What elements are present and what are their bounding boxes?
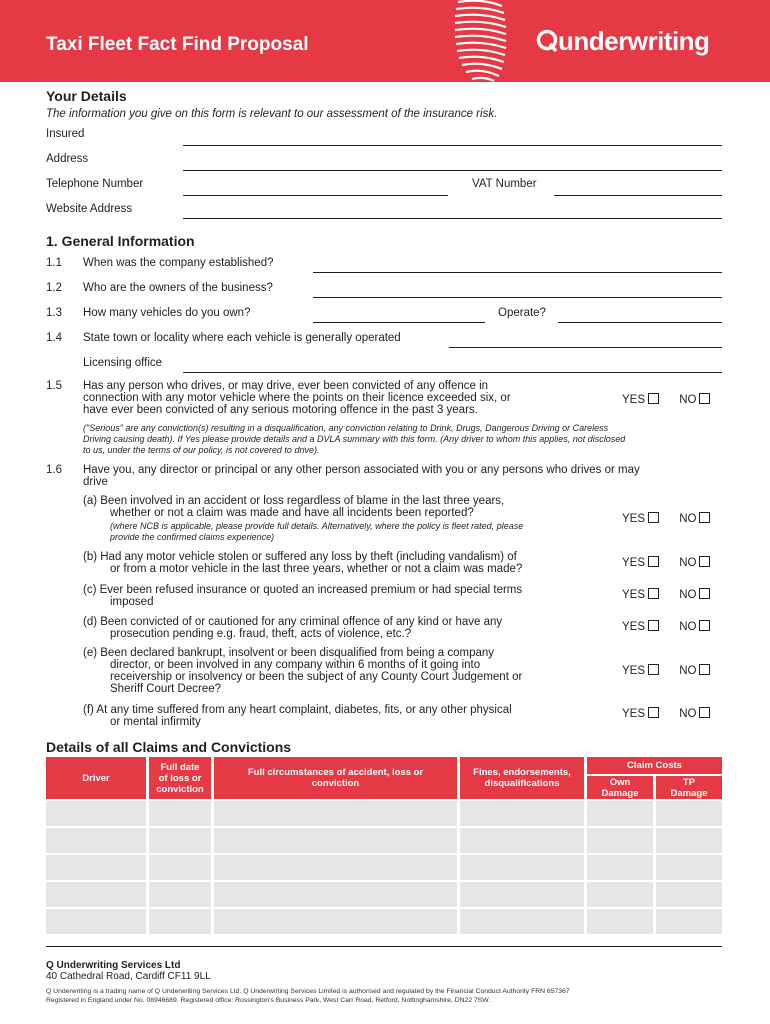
q1-1-text: When was the company established? xyxy=(83,257,274,269)
q1-6b-line2: or from a motor vehicle in the last three years, whether or not a claim was made? xyxy=(110,563,523,575)
q1-6c-yes-checkbox[interactable] xyxy=(648,588,659,599)
table-cell[interactable] xyxy=(46,909,146,934)
table-cell[interactable] xyxy=(587,855,653,880)
q1-6b-line1: (b) Had any motor vehicle stolen or suffered any loss by theft (including vandalism) of xyxy=(83,551,517,563)
your-details-heading: Your Details xyxy=(46,88,127,104)
table-cell[interactable] xyxy=(46,882,146,907)
table-cell[interactable] xyxy=(460,801,584,826)
yes-label: YES xyxy=(622,557,646,569)
q1-3-operate-label: Operate? xyxy=(498,307,546,319)
q1-6b-yes-checkbox[interactable] xyxy=(648,556,659,567)
col-own-damage xyxy=(587,776,653,799)
table-cell[interactable] xyxy=(587,828,653,853)
q1-6-line2: drive xyxy=(83,476,108,488)
q1-6e-line2: director, or been involved in any company within 6 months of it going into xyxy=(110,659,481,671)
table-cell[interactable] xyxy=(214,801,457,826)
q1-6e-yes-checkbox[interactable] xyxy=(648,664,659,675)
q1-6f-no-checkbox[interactable] xyxy=(699,707,710,718)
q1-2-field[interactable] xyxy=(313,297,722,298)
q1-3-number: 1.3 xyxy=(46,307,62,319)
yes-label: YES xyxy=(622,589,646,601)
q1-5-note-line3: to us, under the terms of our policy, is not covered to drive). xyxy=(83,445,320,455)
q1-6d-line2: prosecution pending e.g. fraud, theft, acts of violence, etc.? xyxy=(110,628,412,640)
q1-6d-yes-checkbox[interactable] xyxy=(648,620,659,631)
form-title: Taxi Fleet Fact Find Proposal xyxy=(46,34,309,55)
q1-4-number: 1.4 xyxy=(46,332,62,344)
col-tp-line1: TP xyxy=(682,776,696,788)
table-cell[interactable] xyxy=(149,882,211,907)
q1-6-line1: Have you, any director or principal or any other person associated with you or any persons who drives or may xyxy=(83,464,640,476)
q1-6d-line1: (d) Been convicted of or cautioned for any criminal offence of any kind or have any xyxy=(83,616,503,628)
q1-2-text: Who are the owners of the business? xyxy=(83,282,273,294)
insured-field[interactable] xyxy=(183,145,722,146)
footer-legal-line1: Q Underwriting is a trading name of Q Underwriting Services Ltd. Q Underwriting Services Limited is authorised and regulated by the Financial Conduct Authority FRN 657367 xyxy=(46,988,570,995)
table-cell[interactable] xyxy=(587,882,653,907)
footer-legal xyxy=(46,988,570,1005)
q1-3-text: How many vehicles do you own? xyxy=(83,307,251,319)
q1-6-number: 1.6 xyxy=(46,464,62,476)
no-label: NO xyxy=(679,708,697,720)
col-date-line2: of loss or xyxy=(158,772,202,784)
licensing-office-label: Licensing office xyxy=(83,357,163,369)
q1-6f-yes-no xyxy=(622,707,710,720)
table-cell[interactable] xyxy=(656,801,722,826)
insured-label: Insured xyxy=(46,128,85,140)
col-tp-damage xyxy=(656,776,722,799)
col-claim-costs: Claim Costs xyxy=(587,757,722,774)
licensing-office-field[interactable] xyxy=(183,372,722,373)
col-fines xyxy=(460,757,584,799)
website-label: Website Address xyxy=(46,203,133,215)
no-label: NO xyxy=(679,557,697,569)
col-circumstances xyxy=(214,757,457,799)
q1-5-line2: connection with any motor vehicle where the points on their licence exceeded six, or xyxy=(83,392,511,404)
q1-6f-yes-checkbox[interactable] xyxy=(648,707,659,718)
table-cell[interactable] xyxy=(214,855,457,880)
q1-1-field[interactable] xyxy=(313,272,722,273)
col-circ-line1: Full circumstances of accident, loss or xyxy=(247,767,424,778)
q1-6b-no-checkbox[interactable] xyxy=(699,556,710,567)
q1-6a-line1: (a) Been involved in an accident or loss regardless of blame in the last three years, xyxy=(83,495,505,507)
table-cell[interactable] xyxy=(656,828,722,853)
table-cell[interactable] xyxy=(214,882,457,907)
table-cell[interactable] xyxy=(587,909,653,934)
q1-6c-yes-no xyxy=(622,588,710,601)
q1-5-note-line2: Driving causing death). If Yes please provide details and a DVLA summary with this form. (Any driver to whom this applies, not disclosed xyxy=(83,434,626,444)
col-date-line1: Full date xyxy=(160,761,200,773)
q1-4-field[interactable] xyxy=(449,347,722,348)
no-label: NO xyxy=(679,589,697,601)
q1-5-line3: have ever been convicted of any serious motoring offence in the past 3 years. xyxy=(83,404,478,416)
header-banner xyxy=(0,0,770,82)
q1-6c-line1: (c) Ever been refused insurance or quoted an increased premium or had special terms xyxy=(83,584,523,596)
col-date-line3: conviction xyxy=(156,783,204,795)
q1-5-no-checkbox[interactable] xyxy=(699,393,710,404)
q1-6e-no-checkbox[interactable] xyxy=(699,664,710,675)
no-label: NO xyxy=(679,394,697,406)
q1-6e-yes-no xyxy=(622,664,710,677)
col-tp-line2: Damage xyxy=(670,787,708,799)
telephone-label: Telephone Number xyxy=(46,178,144,190)
footer-address: 40 Cathedral Road, Cardiff CF11 9LL xyxy=(46,971,211,982)
table-cell[interactable] xyxy=(46,828,146,853)
col-fines-line1: Fines, endorsements, xyxy=(473,767,571,778)
q1-5-yes-checkbox[interactable] xyxy=(648,393,659,404)
no-label: NO xyxy=(679,513,697,525)
q1-6e-line3: receivership or insolvency or been the subject of any County Court Judgement or xyxy=(110,671,523,683)
q1-6a-note-line1: (where NCB is applicable, please provide full details. Alternatively, where the policy is fleet rated, please xyxy=(110,521,524,531)
logo-wordmark: underwriting xyxy=(558,26,710,56)
table-cell[interactable] xyxy=(587,801,653,826)
footer-company: Q Underwriting Services Ltd xyxy=(46,960,181,971)
yes-label: YES xyxy=(622,665,646,677)
q1-6e-line1: (e) Been declared bankrupt, insolvent or been disqualified from being a company xyxy=(83,647,495,659)
table-cell[interactable] xyxy=(656,882,722,907)
q1-6a-yes-checkbox[interactable] xyxy=(648,512,659,523)
table-cell[interactable] xyxy=(214,828,457,853)
table-cell[interactable] xyxy=(214,909,457,934)
q1-6b-yes-no xyxy=(622,556,710,569)
yes-label: YES xyxy=(622,621,646,633)
table-cell[interactable] xyxy=(656,855,722,880)
yes-label: YES xyxy=(622,394,646,406)
q1-3-owned-field[interactable] xyxy=(313,322,485,323)
website-field[interactable] xyxy=(183,218,722,219)
decorative-stripes xyxy=(452,0,512,82)
q1-6d-yes-no xyxy=(622,620,710,633)
q1-6a-no-checkbox[interactable] xyxy=(699,512,710,523)
q1-6a-note-line2: provide the confirmed claims experience) xyxy=(110,532,275,542)
footer-divider xyxy=(46,946,722,947)
table-cell[interactable] xyxy=(656,909,722,934)
yes-label: YES xyxy=(622,708,646,720)
table-cell[interactable] xyxy=(460,882,584,907)
q1-3-operate-field[interactable] xyxy=(558,322,722,323)
col-own-line2: Damage xyxy=(601,787,639,799)
col-driver: Driver xyxy=(46,757,146,799)
table-cell[interactable] xyxy=(149,855,211,880)
table-cell[interactable] xyxy=(149,801,211,826)
table-cell[interactable] xyxy=(460,855,584,880)
vat-label: VAT Number xyxy=(472,178,537,190)
q1-6f-line1: (f) At any time suffered from any heart complaint, diabetes, fits, or any other physical xyxy=(83,704,512,716)
vat-field[interactable] xyxy=(554,195,722,196)
q1-4-text: State town or locality where each vehicle is generally operated xyxy=(83,332,401,344)
q1-5-line1: Has any person who drives, or may drive, ever been convicted of any offence in xyxy=(83,380,489,392)
q1-6e-line4: Sheriff Court Decree? xyxy=(110,683,222,695)
q1-5-number: 1.5 xyxy=(46,380,62,392)
q1-6c-no-checkbox[interactable] xyxy=(699,588,710,599)
q1-5-yes-no xyxy=(622,393,710,406)
q1-6a-yes-no xyxy=(622,512,710,525)
q1-6a-line2: whether or not a claim was made and have all incidents been reported? xyxy=(110,507,474,519)
table-cell[interactable] xyxy=(149,828,211,853)
q1-6f-line2: or mental infirmity xyxy=(110,716,201,728)
no-label: NO xyxy=(679,621,697,633)
q1-6d-no-checkbox[interactable] xyxy=(699,620,710,631)
yes-label: YES xyxy=(622,513,646,525)
telephone-field[interactable] xyxy=(183,195,448,196)
claims-heading: Details of all Claims and Convictions xyxy=(46,739,292,755)
no-label: NO xyxy=(679,665,697,677)
company-logo xyxy=(536,26,709,57)
address-field[interactable] xyxy=(183,170,722,171)
q1-5-note-line1: ("Serious" are any conviction(s) resulting in a disqualification, any conviction relating to Drink, Drugs, Dangerous Driving or Careless xyxy=(83,423,609,433)
q1-6c-line2: imposed xyxy=(110,596,154,608)
q1-1-number: 1.1 xyxy=(46,257,62,269)
col-circ-line2: conviction xyxy=(311,778,360,789)
table-cell[interactable] xyxy=(46,855,146,880)
footer-legal-line2: Registered in England under No. 08946689. Registered office: Rossington's Business Park, West Carr Road, Retford, Nottinghamshire, DN22 7SW. xyxy=(46,996,491,1004)
your-details-intro: The information you give on this form is relevant to our assessment of the insurance risk. xyxy=(46,108,498,120)
address-label: Address xyxy=(46,153,89,165)
col-date xyxy=(149,757,211,799)
table-cell[interactable] xyxy=(46,801,146,826)
general-info-heading: 1. General Information xyxy=(46,233,195,249)
table-cell[interactable] xyxy=(460,828,584,853)
table-cell[interactable] xyxy=(460,909,584,934)
table-cell[interactable] xyxy=(149,909,211,934)
q1-2-number: 1.2 xyxy=(46,282,62,294)
col-fines-line2: disqualifications xyxy=(484,778,560,789)
col-own-line1: Own xyxy=(609,776,631,788)
q-logo-icon xyxy=(536,29,558,53)
